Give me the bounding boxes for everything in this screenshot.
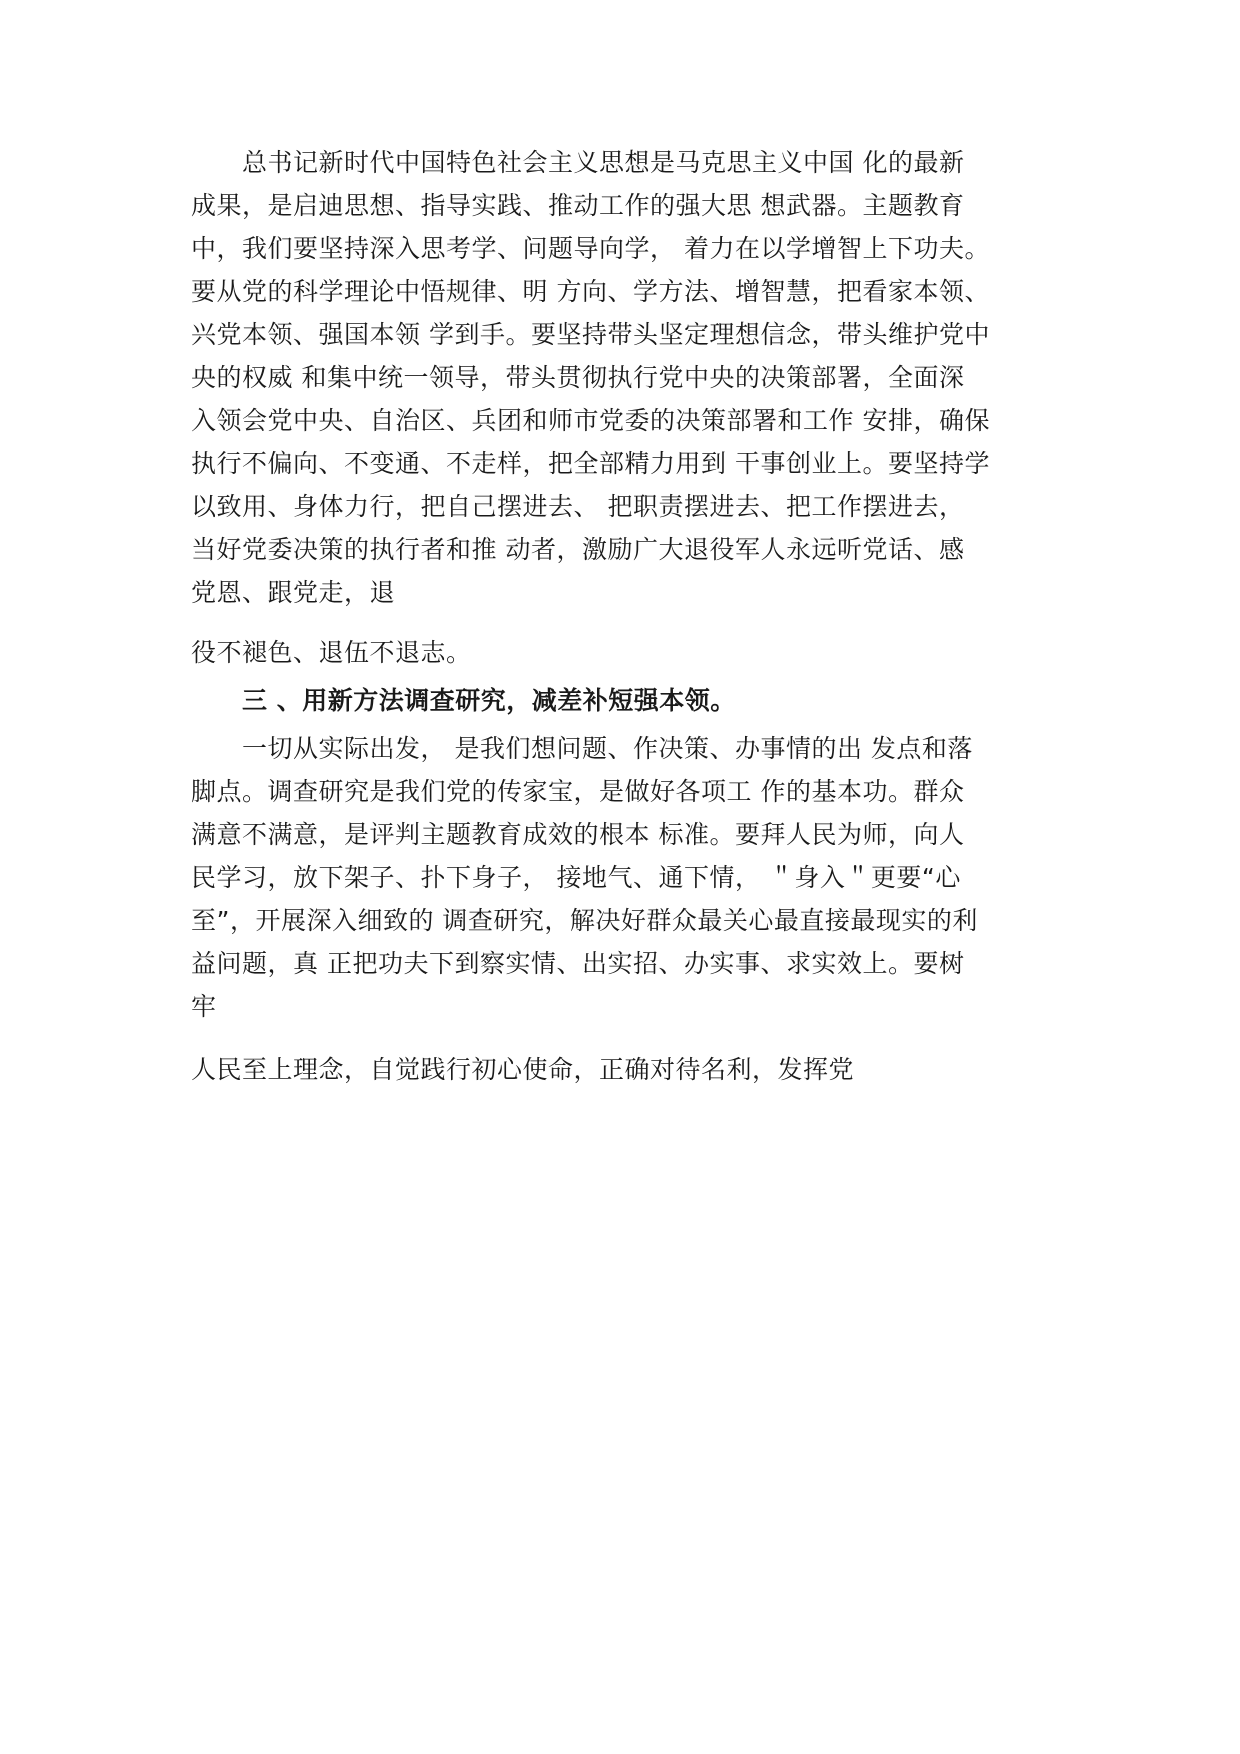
text-line: 以致用、身体力行，把自己摆进去、 把职责摆进去、把工作摆进去， — [191, 492, 965, 521]
text-line: 总书记新时代中国特色社会主义思想是马克思主义中国 化的最新 — [191, 148, 965, 177]
text-line: 执行不偏向、不变通、不走样，把全部精力用到 干事创业上。要坚持学 — [191, 449, 990, 478]
text-line: 成果，是启迪思想、指导实践、推动工作的强大思 想武器。主题教育 — [191, 191, 965, 220]
text-line: 要从党的科学理论中悟规律、明 方向、学方法、增智慧，把看家本领、 — [191, 277, 990, 306]
text-line: 民学习，放下架子、扑下身子， 接地气、通下情， ＂身入＂更要“心 — [191, 863, 961, 892]
text-line: 当好党委决策的执行者和推 动者，激励广大退役军人永远听党话、感 — [191, 535, 965, 564]
text-line: 满意不满意，是评判主题教育成效的根本 标准。要拜人民为师，向人 — [191, 820, 965, 849]
text-line: 人民至上理念，自觉践行初心使命，正确对待名利，发挥党 — [191, 1055, 855, 1084]
text-line: 党恩、跟党走，退 — [191, 578, 396, 607]
text-line: 牢 — [191, 992, 217, 1021]
text-line: 一切从实际出发， 是我们想问题、作决策、办事情的出 发点和落 — [191, 734, 973, 763]
section-heading: 三 、用新方法调查研究，减差补短强本领。 — [191, 686, 736, 715]
text-line: 央的权威 和集中统一领导，带头贯彻执行党中央的决策部署，全面深 — [191, 363, 965, 392]
text-line: 入领会党中央、自治区、兵团和师市党委的决策部署和工作 安排，确保 — [191, 406, 990, 435]
text-line: 中，我们要坚持深入思考学、问题导向学， 着力在以学增智上下功夫。 — [191, 234, 990, 263]
text-line: 至”，开展深入细致的 调查研究，解决好群众最关心最直接最现实的利 — [191, 906, 978, 935]
text-line: 益问题，真 正把功夫下到察实情、出实招、办实事、求实效上。要树 — [191, 949, 965, 978]
text-line: 兴党本领、强国本领 学到手。要坚持带头坚定理想信念，带头维护党中 — [191, 320, 990, 349]
text-line: 脚点。调查研究是我们党的传家宝，是做好各项工 作的基本功。群众 — [191, 777, 965, 806]
text-line: 役不褪色、退伍不退志。 — [191, 638, 472, 667]
